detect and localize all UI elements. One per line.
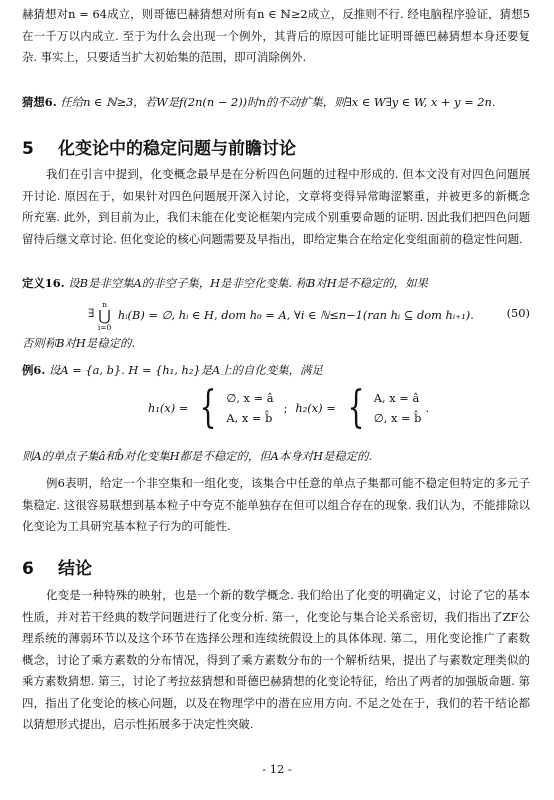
section-5-number: 5 [22,139,34,159]
page-number: - 12 - [262,762,292,776]
h1-lhs: h₁(x) = [148,401,189,415]
intro-paragraph: 赫猜想对n = 64成立，则哥德巴赫猜想对所有n ∈ ℕ≥2成立，反推则不行. 经电脑程序验证，猜想5在一千万以内成立. 至于为什么会出现一个例外，其背后的原因可能比证明哥德巴赫猜想本身还要复杂. 事实上，只要适当扩大初始集的范围，即可消除例外. [22,7,530,64]
union-subscript: i=0 [97,323,112,332]
h1-case-2: A, x = b̂ [226,411,273,425]
definition-16-text: 设B是非空集A的非空子集，H是非空化变集. 称B对H是不稳定的，如果 [68,276,428,290]
example-6 [22,360,530,382]
union-operator: n ⋃ i=0 [97,300,112,332]
definition-16-tail: 否则称B对H是稳定的. [22,336,136,350]
h2-cases [374,391,422,425]
section-5-title: 化变论中的稳定问题与前瞻讨论 [58,139,296,159]
definition-16-label: 定义16. [22,276,65,290]
example-6-text: 设A = {a, b}. H = {h₁, h₂}是A上的自化变集，满足 [48,363,323,377]
conjecture-6-text: 任给n ∈ ℕ≥3，若W是f(2n(n − 2))时n的不动扩集，则∃x ∈ W∃y ∈ W, x + y = 2n. [60,95,496,109]
section-6-paragraph: 化变是一种特殊的映射，也是一个新的数学概念. 我们给出了化变的明确定义，讨论了它的基本性质，并对若干经典的数学问题进行了化变分析. 第一，化变论与集合论关系密切，我们指出了ZF公理系统的薄弱环节以及这个环节在选择公理和连续统假设上的具体体现. 第二，用化变论推广了素数概念，讨论了乘方素数的分布情况，得到了乘方素数分布的一个解析结果，提出了与素数定理类似的乘方素数猜想. 第三，讨论了考拉兹猜想和哥德巴赫猜想的化变论特征，给出了两者的加强版命题. 第四，指出了化变论的核心问题，以及在物理学中的潜在应用方向. 不足之处在于，我们的若干结论都以猜想形式提出，启示性拓展多于决定性突破. [22,588,530,731]
h2-lhs: h₂(x) = [295,401,336,415]
h1-cases [226,391,273,425]
equation-50-number: (50) [506,306,530,320]
h2-case-1: A, x = â [373,391,420,405]
h1-case-1: ∅, x = â [226,391,274,405]
conjecture-6-label: 猜想6. [22,95,57,109]
h2-case-2: ∅, x = b̂ [373,411,422,425]
separator: ; [283,401,288,415]
piecewise-definitions: h₁(x) = { ∅, x = â A, x = b̂ ; h₂(x) = { A, x = â ∅, x = b̂ . [148,382,430,433]
section-6-heading [22,554,92,579]
example-6-tail: 则A的单点子集â和b̂对化变集H都是不稳定的，但A本身对H是稳定的. [22,449,373,463]
section-6-number: 6 [22,559,34,579]
conjecture-6 [22,92,530,114]
section-5-heading [22,134,296,159]
equation-50-body: hᵢ(B) = ∅, hᵢ ∈ H, dom h₀ = A, ∀i ∈ ℕ≤n−1(ran hᵢ ⊆ dom hᵢ₊₁). [117,308,474,322]
example-6-discussion: 例6表明，给定一个非空集和一组化变，该集合中任意的单点子集都可能不稳定但特定的多元子集稳定. 这很容易联想到基本粒子中夸克不能单独存在但可以组合存在的现象. 我们认为，不能排除以化变论为工具研究基本粒子行为的可能性. [22,476,530,533]
definition-16 [22,273,530,295]
union-superscript: n [102,300,107,309]
section-5-paragraph: 我们在引言中提到，化变概念最早是在分析四色问题的过程中形成的. 但本文没有对四色问题展开讨论. 原因在于，如果针对四色问题展开深入讨论，文章将变得异常晦涩繁重，并被更多的新概念所充塞. 此外，到目前为止，我们未能在化变论框架内完成个别重要命题的证明. 因此我们把四色问题留待后继文章讨论. 但化变论的核心问题需要及早指出，即给定集合在给定化变组面前的稳定性问题. [22,167,530,246]
equation-50: ∃ n ⋃ i=0 hᵢ(B) = ∅, hᵢ ∈ H, dom h₀ = A, ∀i ∈ ℕ≤n−1(ran hᵢ ⊆ dom hᵢ₊₁). [88,300,474,332]
example-6-label: 例6. [22,363,46,377]
section-6-title: 结论 [58,559,92,579]
